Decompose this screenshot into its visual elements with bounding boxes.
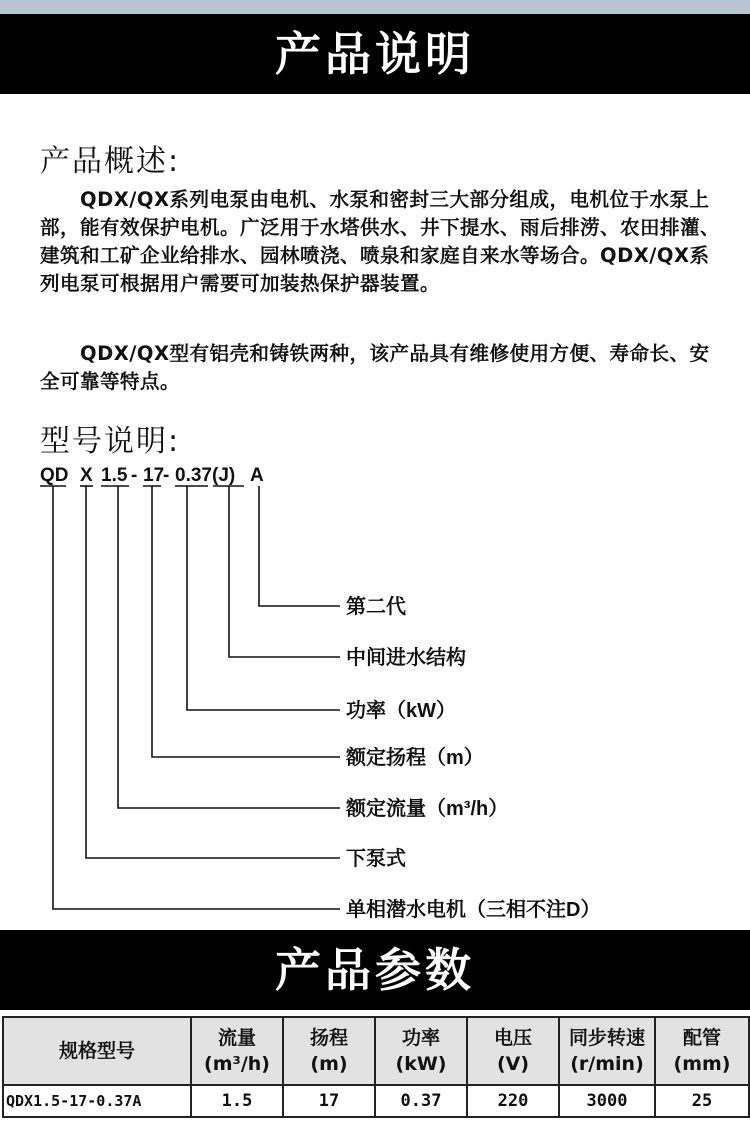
overview-paragraph-2 [40, 340, 725, 396]
model-title: 型号说明: [40, 424, 181, 459]
overview-text-1: QDX/QX系列电泵由电机、水泵和密封三大部分组成，电机位于水泵上部，能有效保护电机。广泛用于水塔供水、井下提水、雨后排涝、农田排灌、建筑和工矿企业给排水、园林喷浇、喷泉和家庭自来水等场合。QDX/QX系列电泵可根据用户需要可加装热保护器装置。 [40, 188, 721, 295]
label-power: 功率（kW） [346, 700, 456, 722]
cell-pipe: 25 [655, 1085, 749, 1117]
cell-speed: 3000 [559, 1085, 655, 1117]
table-row [3, 1085, 749, 1117]
code-part-qd: QD [40, 465, 69, 486]
product-parameters-banner: 产品参数 [0, 930, 750, 1010]
label-flow: 额定流量（m³/h） [346, 798, 509, 820]
spec-table [2, 1016, 750, 1118]
header-model: 规格型号 [3, 1017, 191, 1085]
header-voltage: 电压 (V) [467, 1017, 559, 1085]
header-flow: 流量 (m³/h) [191, 1017, 283, 1085]
header-power: 功率 (kW) [375, 1017, 467, 1085]
code-part-x: X [80, 465, 93, 486]
cell-flow: 1.5 [191, 1085, 283, 1117]
cell-voltage: 220 [467, 1085, 559, 1117]
label-structure: 中间进水结构 [346, 647, 466, 669]
overview-text-2: QDX/QX型有铝壳和铸铁两种，该产品具有维修使用方便、寿命长、安全可靠等特点。 [40, 342, 710, 393]
table-header-row [3, 1017, 749, 1085]
code-part-head: 17 [143, 465, 165, 486]
cell-power: 0.37 [375, 1085, 467, 1117]
product-description-banner: 产品说明 [0, 14, 750, 94]
cell-head: 17 [283, 1085, 375, 1117]
code-part-flow: 1.5 [101, 465, 128, 486]
cell-model: QDX1.5-17-0.37A [3, 1085, 191, 1117]
label-generation: 第二代 [346, 596, 406, 618]
overview-title: 产品概述: [40, 144, 181, 179]
header-pipe: 配管 (mm) [655, 1017, 749, 1085]
header-head: 扬程 (m) [283, 1017, 375, 1085]
connector-lines [53, 486, 340, 909]
code-part-structure: (J) [212, 465, 236, 486]
code-part-dash-2: - [163, 465, 170, 486]
code-part-generation: A [250, 465, 264, 486]
overview-paragraph-1 [40, 186, 725, 298]
label-motor: 单相潜水电机（三相不注D） [346, 899, 601, 921]
top-strip [0, 0, 750, 14]
header-speed: 同步转速 (r/min) [559, 1017, 655, 1085]
code-part-dash-1: - [131, 465, 138, 486]
code-part-power: 0.37 [175, 465, 212, 486]
model-code-diagram [0, 455, 750, 925]
label-head: 额定扬程（m） [346, 747, 484, 769]
label-pump-type: 下泵式 [346, 848, 406, 870]
